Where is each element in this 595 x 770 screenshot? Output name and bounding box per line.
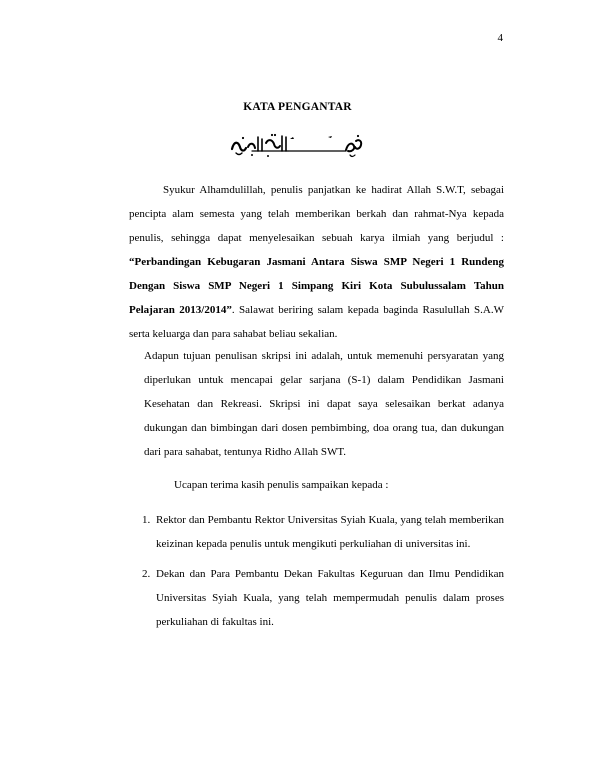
list-item-text: Dekan dan Para Pembantu Dekan Fakultas Keguruan dan Ilmu Pendidikan Universitas Syiah Kuala, yang telah mempermudah penulis dalam proses perkuliahan di fakultas ini. [156, 568, 504, 628]
page-title: KATA PENGANTAR [243, 101, 352, 113]
thanks-intro: Ucapan terima kasih penulis sampaikan kepada : [174, 479, 389, 491]
basmalah-calligraphy-icon [228, 131, 366, 161]
intro-tail-text: . Salawat beriring salam kepada baginda Rasulullah S.A.W serta keluarga dan para sahabat beliau sekalian. [129, 304, 504, 340]
intro-paragraph [129, 178, 504, 346]
thesis-title: “Perbandingan Kebugaran Jasmani Antara Siswa SMP Negeri 1 Rundeng Dengan Siswa SMP Negeri 1 Simpang Kiri Kota Subulussalam Tahun Pelajaran 2013/2014” [129, 256, 504, 316]
list-number: 2. [142, 568, 151, 580]
list-number: 1. [142, 514, 151, 526]
purpose-paragraph: Adapun tujuan penulisan skripsi ini adalah, untuk memenuhi persyaratan yang diperlukan untuk mencapai gelar sarjana (S-1) dalam Pendidikan Jasmani Kesehatan dan Rekreasi. Skripsi ini dapat saya selesaikan berkat adanya dukungan dan bimbingan dari dosen pembimbing, doa orang tua, dan dukungan dari para sahabat, tentunya Ridho Allah SWT. [144, 350, 504, 458]
list-item [144, 562, 504, 634]
page-number: 4 [497, 32, 503, 44]
list-item-text: Rektor dan Pembantu Rektor Universitas Syiah Kuala, yang telah memberikan keizinan kepada penulis untuk mengikuti perkuliahan di universitas ini. [156, 514, 504, 550]
list-item [144, 508, 504, 556]
acknowledgement-list [144, 508, 504, 640]
intro-lead-text: Syukur Alhamdulillah, penulis panjatkan ke hadirat Allah S.W.T, sebagai pencipta alam semesta yang telah memberikan berkah dan rahmat-Nya kepada penulis, sehingga dapat menyelesaikan sebuah karya ilmiah yang berjudul : [129, 184, 504, 244]
